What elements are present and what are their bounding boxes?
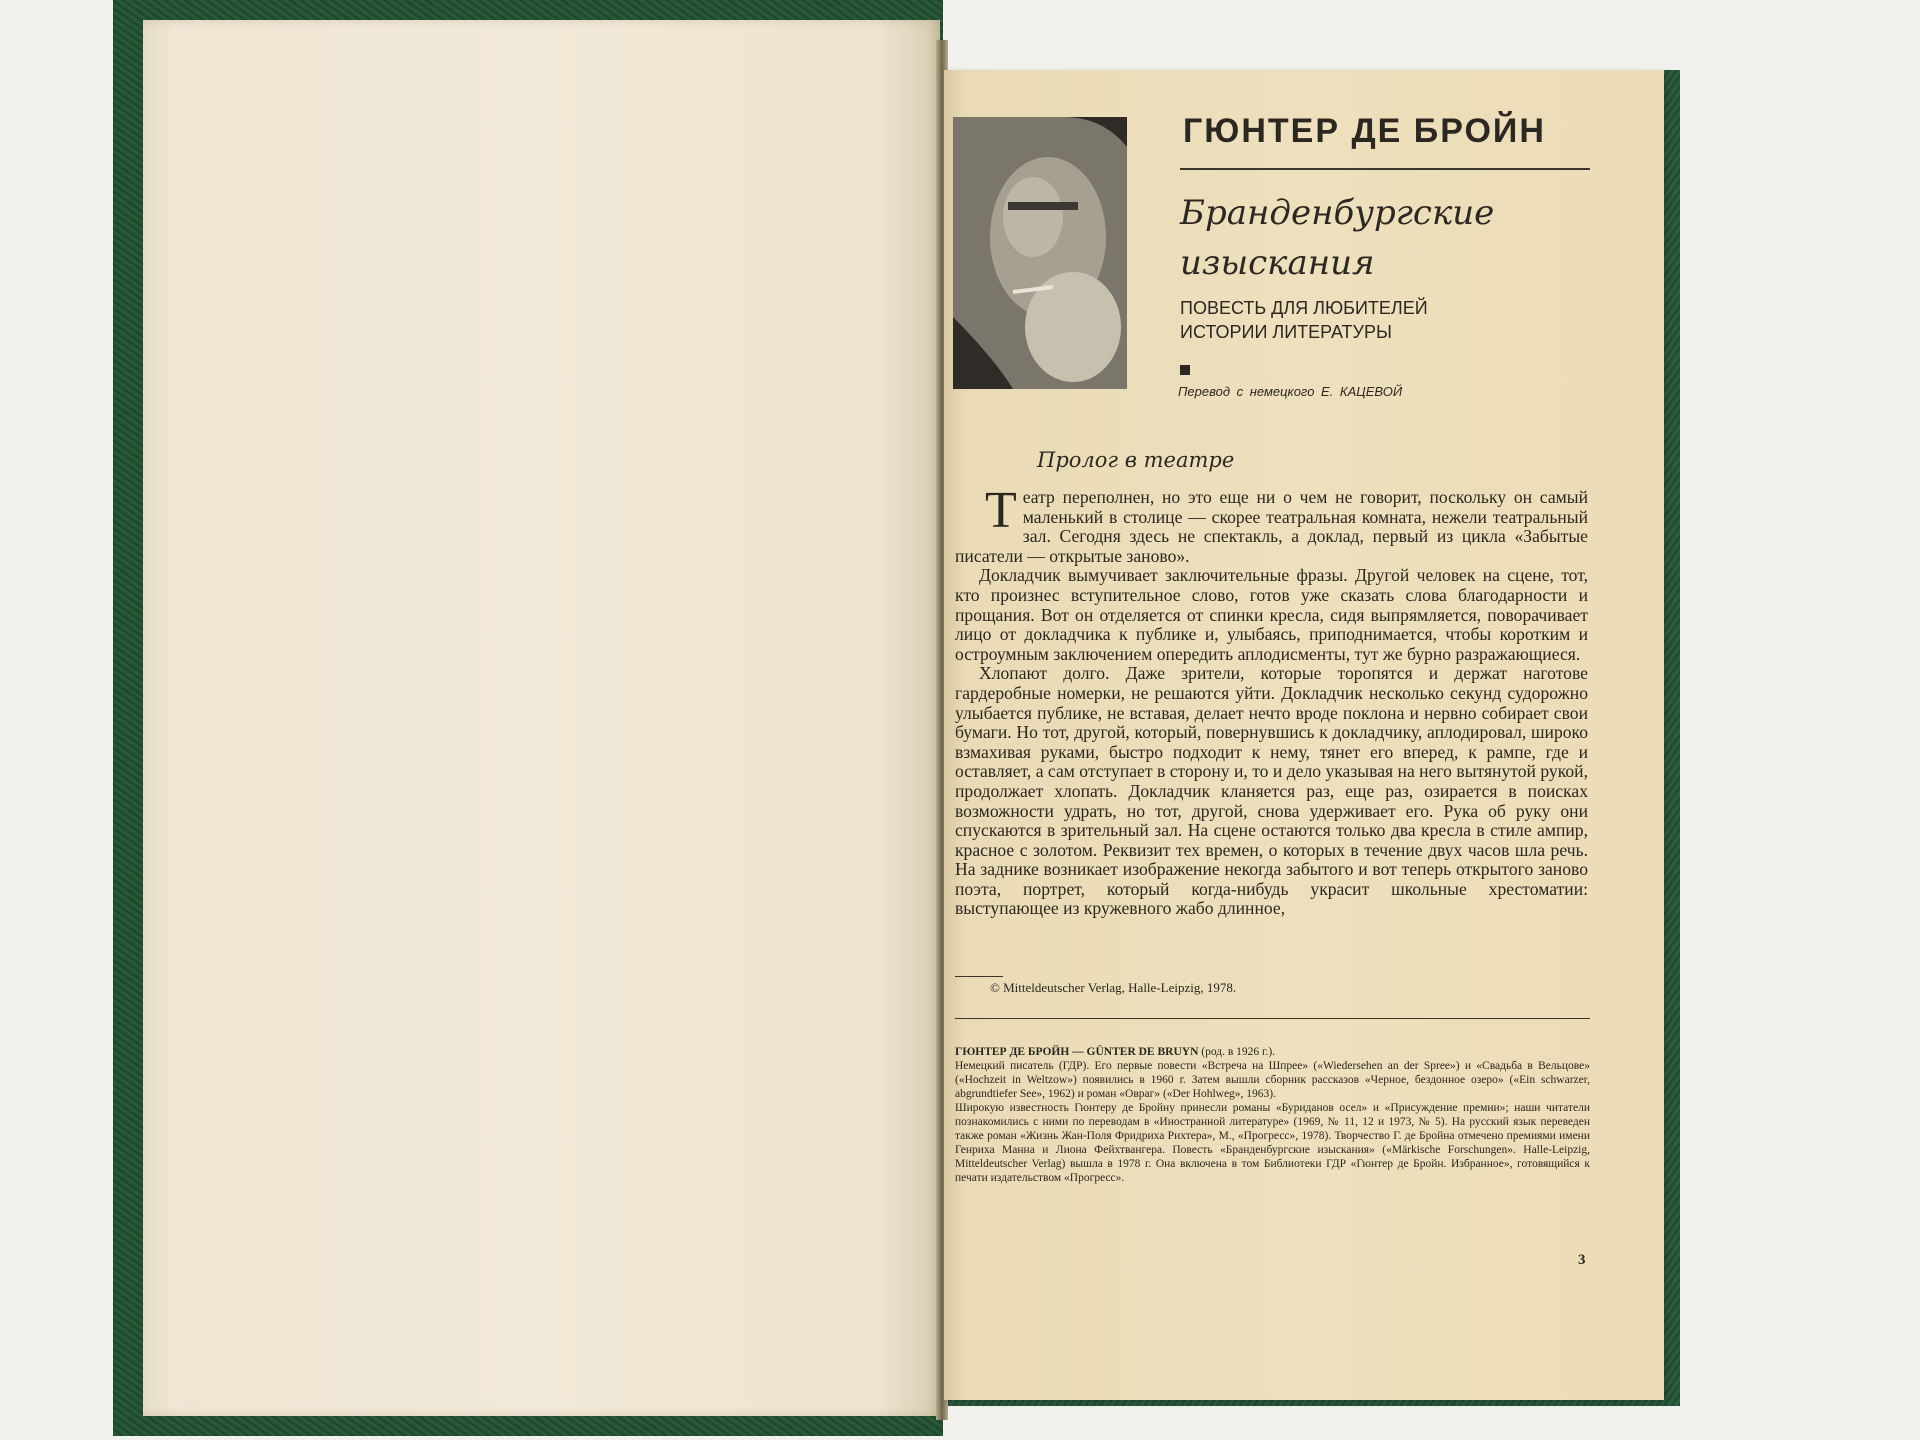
bio-paragraph-2: Широкую известность Гюнтеру де Бройну принесли романы «Буриданов осел» и «Присуждение премии»; наши читатели познакомились с ними по переводам в «Иностранной литературе» (1969, № 11, 12 и 1973, № 5). На русский язык переведен также роман «Жизнь Жан-Поля Фридриха Рихтера», М., «Прогресс», 1978). Творчество Г. де Бройна отмечено премиями имени Генриха Манна и Лиона Фейхтвангера. Повесть «Бранденбургские изыскания» («Märkische Forschungen». Halle-Leipzig, Mitteldeutscher Verlag) вышла в 1978 г. Она включена в том Библиотеки ГДР «Гюнтер де Бройн. Избранное», готовящийся к печати издательством «Прогресс». <box>955 1102 1590 1184</box>
paragraph-1-text: еатр переполнен, но это еще ни о чем не говорит, поскольку он самый маленький в столице — скорее театральная комната, нежели театральный зал. Сегодня здесь не спектакль, а доклад, первый из цикла «Забытые писатели — открытые заново». <box>955 487 1588 566</box>
bio-born: (род. в 1926 г.). <box>1198 1046 1276 1058</box>
subtitle-line-2: ИСТОРИИ ЛИТЕРАТУРЫ <box>1180 322 1392 342</box>
square-bullet-icon <box>1180 365 1190 375</box>
author-portrait <box>953 117 1127 389</box>
page-number: 3 <box>1578 1252 1586 1268</box>
translator-credit: Перевод с немецкого Е. КАЦЕВОЙ <box>1178 384 1403 399</box>
book-title-line-1: Бранденбургские <box>1180 193 1495 233</box>
paragraph-2: Докладчик вымучивает заключительные фразы. Другой человек на сцене, тот, кто произнес вступительное слово, готов уже сказать слова благодарности и прощания. Вот он отделяется от спинки кресла, сидя выпрямляется, поворачивает лицо от докладчика к публике и, улыбаясь, приподнимается, чтобы коротким и остроумным заключением опередить аплодисменты, тут же бурно разражающиеся. <box>955 565 1588 664</box>
copyright-rule <box>955 976 1003 977</box>
subtitle <box>1180 296 1600 344</box>
bio-heading <box>955 1045 1590 1059</box>
main-text <box>955 482 1588 919</box>
paragraph-1 <box>955 482 1588 566</box>
bio-name: ГЮНТЕР ДЕ БРОЙН — GÜNTER DE BRUYN <box>955 1046 1199 1058</box>
portrait-image <box>953 117 1127 389</box>
paragraph-3: Хлопают долго. Даже зрители, которые торопятся и держат наготове гардеробные номерки, не решаются уйти. Докладчик несколько секунд судорожно улыбается публике, не вставая, делает нечто вроде поклона и нервно собирает свои бумаги. Но тот, другой, который, повернувшись к докладчику, аплодировал, широко взмахивая руками, быстро подходит к нему, тянет его вперед, к рампе, где и оставляет, а сам отступает в сторону и, то и дело указывая на него вытянутой рукой, продолжает хлопать. Докладчик кланяется раз, еще раз, озирается в поисках возможности удрать, но тот, другой, снова удерживает его. Рука об руку они спускаются в зрительный зал. На сцене остаются только два кресла в стиле ампир, красное с золотом. Реквизит тех времен, о которых в течение двух часов шла речь. На заднике возникает изображение некогда забытого и вот теперь открытого заново поэта, портрет, который когда-нибудь украсит школьные хрестоматии: выступающее из кружевного жабо длинное, <box>955 663 1588 919</box>
title-rule <box>1180 168 1590 170</box>
copyright-line: © Mitteldeutscher Verlag, Halle-Leipzig, 1978. <box>990 980 1237 995</box>
author-bio <box>955 1045 1590 1185</box>
bio-paragraph-1: Немецкий писатель (ГДР). Его первые повести «Встреча на Шпрее» («Wiedersehen an der Spree») и «Свадьба в Вельцове» («Hochzeit in Weltzow») появились в 1960 г. Затем вышли сборник рассказов «Черное, бездонное озеро» («Ein schwarzer, abgrundtiefer See», 1962) и роман «Овраг» («Der Hohlweg», 1963). <box>955 1060 1590 1100</box>
bio-rule <box>955 1018 1590 1019</box>
author-heading: ГЮНТЕР ДЕ БРОЙН <box>1183 112 1546 150</box>
book-title <box>1180 188 1600 288</box>
drop-cap: Т <box>985 482 1017 539</box>
subtitle-line-1: ПОВЕСТЬ ДЛЯ ЛЮБИТЕЛЕЙ <box>1180 298 1428 318</box>
book-title-line-2: изыскания <box>1180 243 1375 283</box>
left-blank-page <box>143 20 940 1416</box>
prologue-heading: Пролог в театре <box>1037 448 1235 472</box>
